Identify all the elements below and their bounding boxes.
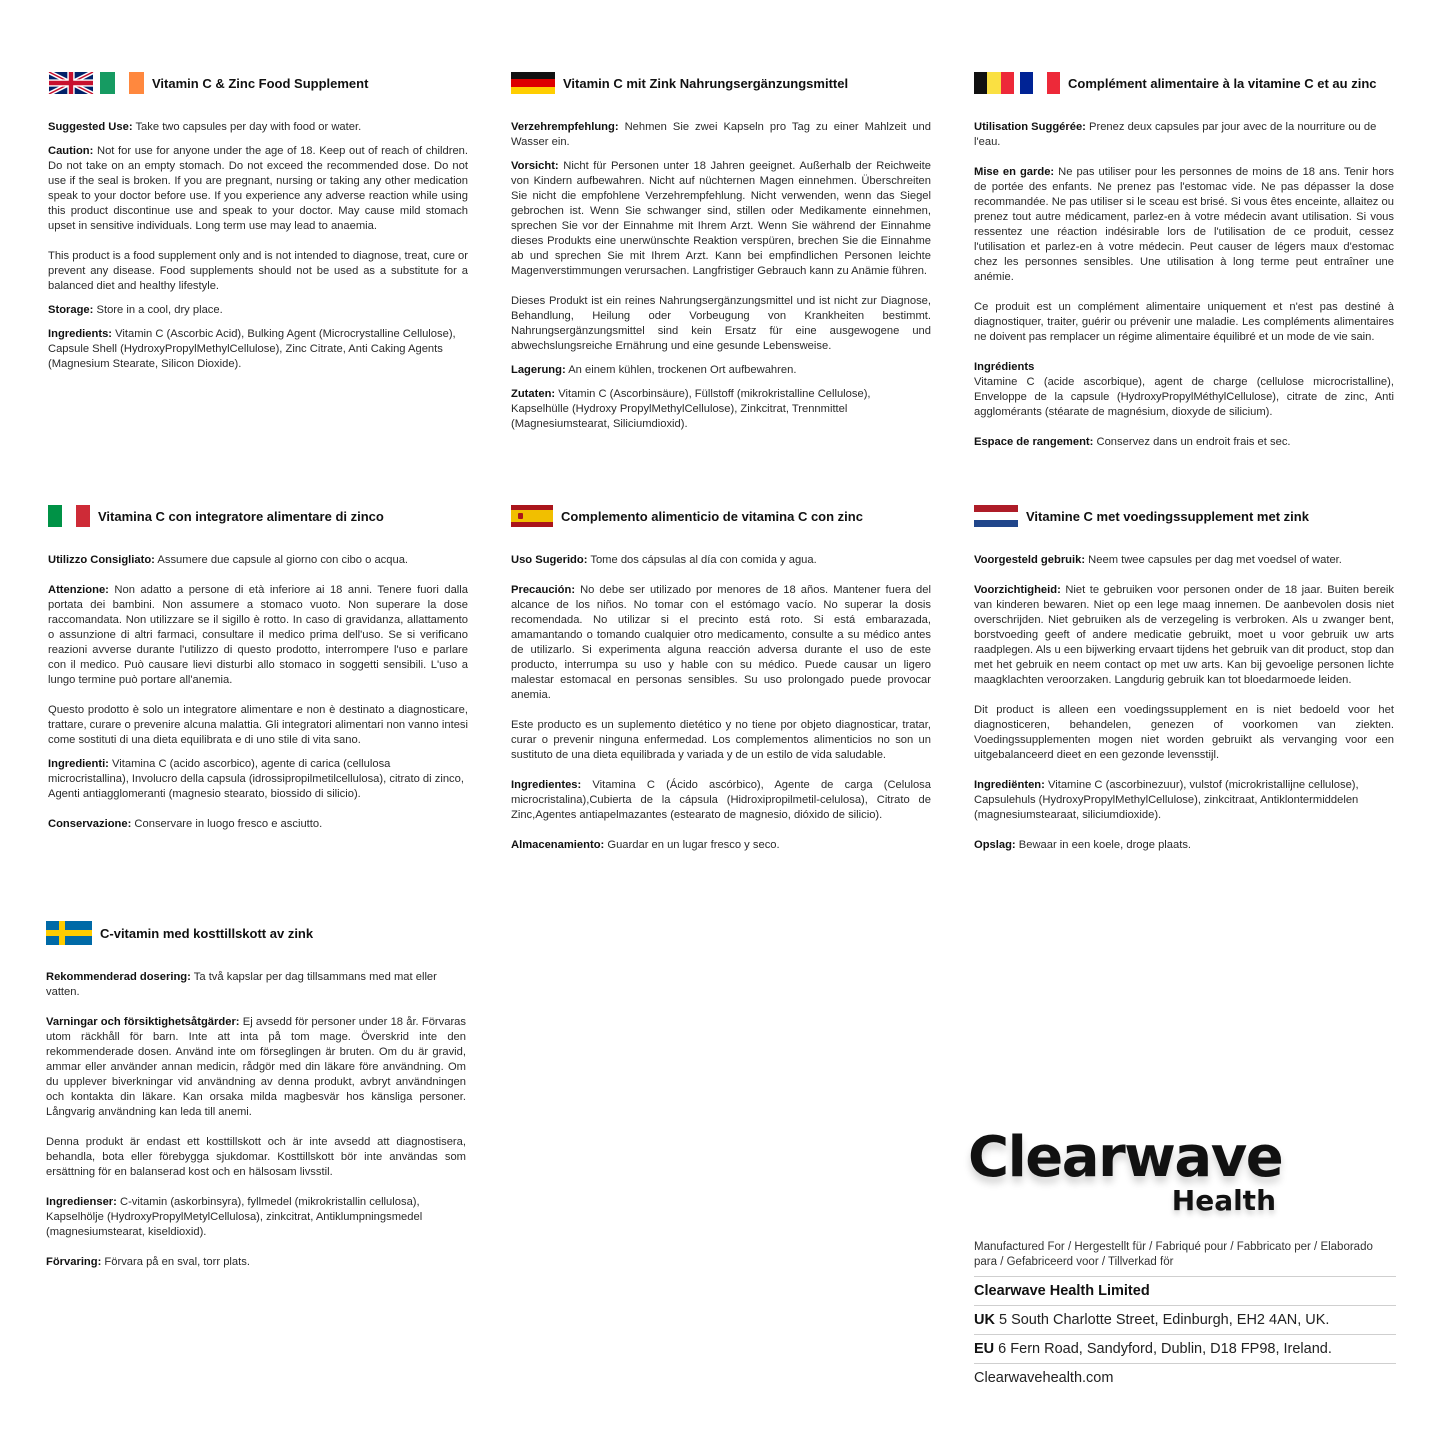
ireland-flag-icon bbox=[100, 72, 144, 94]
belgium-flag-icon bbox=[974, 72, 1014, 94]
section-english bbox=[48, 70, 468, 381]
caution: Voorzichtigheid: Niet te gebruiken voor personen onder de 18 jaar. Buiten bereik van kinderen bewaren. Niet op een lege maag innemen. De aanbevolen dosis niet overschrijden. Niet gebruiken als de verzegeling is verbroken. Als u zwanger bent, borstvoeding geeft of andere medicatie gebruikt, moet u voor gebruik uw arts raadplegen. Als u een bijwerking ervaart tijdens het gebruik van dit product, stop dan met het gebruik en neem contact op met uw arts. Kan bij gevoelige personen lichte maagklachten veroorzaken. Langdurig gebruik kan tot bloedarmoede leiden. bbox=[974, 584, 1394, 686]
disclaimer: This product is a food supplement only and is not intended to diagnose, treat, cure or prevent any disease. Food supplements should not be used as a substitute for a balanced diet and healthy lifestyle. bbox=[48, 250, 468, 292]
section-header bbox=[46, 920, 466, 946]
uk-address: 5 South Charlotte Street, Edinburgh, EH2 4AN, UK. bbox=[994, 1312, 1330, 1328]
suggested-use: Verzehrempfehlung: Nehmen Sie zwei Kapseln pro Tag zu einer Mahlzeit und Wasser ein. bbox=[511, 121, 931, 148]
flag-group bbox=[511, 505, 553, 527]
brand-logo bbox=[968, 1125, 1288, 1217]
suggested-use: Voorgesteld gebruik: Neem twee capsules per dag met voedsel of water. bbox=[974, 554, 1342, 566]
germany-flag-icon bbox=[511, 72, 555, 94]
disclaimer: Dieses Produkt ist ein reines Nahrungsergänzungsmittel und ist nicht zur Diagnose, Behandlung, Heilung oder Vorbeugung von Krankheiten bestimmt. Nahrungsergänzungsmittel sind kein Ersatz für eine ausgewogene und abwechslungsreiche Ernährung und eine gesunde Lebensweise. bbox=[511, 295, 931, 352]
disclaimer: Dit product is alleen een voedingssupplement en is niet bedoeld voor het diagnosticeren, behandelen, genezen of voorkomen van ziekten. Voedingssupplementen mogen niet worden gebruikt als vervanging voor een uitgebalanceerd dieet en een gezonde levensstijl. bbox=[974, 704, 1394, 761]
section-title: Complément alimentaire à la vitamine C et au zinc bbox=[1068, 75, 1377, 91]
section-title: C-vitamin med kosttillskott av zink bbox=[100, 925, 314, 941]
caution: Precaución: No debe ser utilizado por menores de 18 años. Mantener fuera del alcance de los niños. No tomar con el estómago vacío. No superar la dosis recomendada. No utilizar si el precinto está roto. Si está embarazada, amamantando o tomando cualquier otro medicamento, consulte a su médico antes de utilizarlo. Si experimenta alguna reacción adversa durante el uso de este producto, interrumpa su uso y hable con su médico. Puede causar un ligero malestar estomacal en personas sensibles. Su uso prolongado puede provocar anemia. bbox=[511, 584, 931, 701]
spain-flag-icon bbox=[511, 505, 553, 527]
storage: Almacenamiento: Guardar en un lugar fresco y seco. bbox=[511, 839, 780, 851]
storage: Conservazione: Conservare in luogo fresco e asciutto. bbox=[48, 818, 323, 830]
flag-group bbox=[48, 72, 144, 94]
ingredients: Ingredienti: Vitamina C (acido ascorbico), agente di carica (cellulosa microcristallina), Involucro della capsula (idrossipropilmetilcellulosa), citrato di zinco, Agenti antiagglomeranti (magnesio stearato, biossido di silicio). bbox=[48, 758, 464, 800]
sweden-flag-icon bbox=[46, 921, 92, 945]
ingredients: Ingrédients Vitamine C (acide ascorbique), agent de charge (cellulose microcristalline), Enveloppe de la capsule (HydroxyPropylMéthylCellulose), citrate de zinc, Anti agglomérants (stéarate de magnésium, dioxyde de silicium). bbox=[974, 361, 1394, 418]
storage: Lagerung: An einem kühlen, trockenen Ort aufbewahren. bbox=[511, 364, 797, 376]
flag-group bbox=[974, 72, 1060, 94]
ingredients: Zutaten: Vitamin C (Ascorbinsäure), Füllstoff (mikrokristalline Cellulose), Kapselhülle (Hydroxy PropylMethylCellulose), Zinkcitrat, Trennmittel (Magnesiumstearat, Siliciumdioxid). bbox=[511, 388, 871, 430]
section-header bbox=[511, 503, 931, 529]
caution: Varningar och försiktighetsåtgärder: Ej avsedd för personer under 18 år. Förvaras utom räckhåll för barn. Inte att inta på tom mage. Överskrid inte den rekommenderade dosen. Använd inte om förseglingen är bruten. Om du är gravid, ammar eller använder annan medicin, rådgör med din läkare före användning. Om du upplever biverkningar vid användning av denna produkt, avbryt användningen och kontakta din läkare. Kan orsaka milda magbesvär hos känsliga personer. Långvarig användning kan leda till anemi. bbox=[46, 1016, 467, 1118]
ingredients: Ingrediënten: Vitamine C (ascorbinezuur), vulstof (microkristallijne cellulose), Capsulehuls (HydroxyPropylMethylCellulose), zinkcitraat, Antiklontermiddelen (magnesiumstearaat, siliciumdioxide). bbox=[974, 779, 1359, 821]
ingredients: Ingredienser: C-vitamin (askorbinsyra), fyllmedel (mikrokristallin cellulosa), Kapselhölje (HydroxyPropylMetylCellulosa), zinkcitrat, Antiklumpningsmedel (magnesiumstearat, kiseldioxid). bbox=[46, 1196, 423, 1238]
caution: Attenzione: Non adatto a persone di età inferiore ai 18 anni. Tenere fuori dalla portata dei bambini. Non assumere a stomaco vuoto. Non superare la dose raccomandata. Non utilizzare se il sigillo è rotto. In caso di gravidanza, allattamento o assunzione di altri farmaci, consultare il medico prima dell'uso. Se si verificano reazioni avverse durante l'utilizzo di questo prodotto, interrompere l'uso e parlare con il medico. Può causare lievi disturbi allo stomaco in soggetti sensibili. L'uso a lungo termine può portare all'anemia. bbox=[48, 584, 468, 686]
storage: Storage: Store in a cool, dry place. bbox=[48, 304, 223, 316]
section-swedish bbox=[46, 920, 466, 1279]
section-italian bbox=[48, 503, 468, 841]
section-title: Vitamine C met voedingssupplement met zink bbox=[1026, 508, 1309, 524]
eu-address-row bbox=[974, 1334, 1396, 1363]
eu-label: EU bbox=[974, 1341, 995, 1357]
storage: Opslag: Bewaar in een koele, droge plaats. bbox=[974, 839, 1192, 851]
section-header bbox=[974, 503, 1394, 529]
suggested-use: Rekommenderad dosering: Ta två kapslar per dag tillsammans med mat eller vatten. bbox=[46, 971, 437, 998]
flag-group bbox=[511, 72, 555, 94]
section-title: Complemento alimenticio de vitamina C con zinc bbox=[561, 508, 863, 524]
manufactured-for-label: Manufactured For / Hergestellt für / Fabriqué pour / Fabbricato per / Elaborado para / Gefabriceerd voor / Tillverkad för bbox=[974, 1241, 1373, 1268]
storage: Espace de rangement: Conservez dans un endroit frais et sec. bbox=[974, 436, 1291, 448]
flag-group bbox=[974, 505, 1018, 527]
section-spanish bbox=[511, 503, 931, 862]
storage: Förvaring: Förvara på en sval, torr plats. bbox=[46, 1256, 250, 1268]
eu-address: 6 Fern Road, Sandyford, Dublin, D18 FP98, Ireland. bbox=[994, 1341, 1332, 1357]
suggested-use: Uso Sugerido: Tome dos cápsulas al día con comida y agua. bbox=[511, 554, 817, 566]
disclaimer: Denna produkt är endast ett kosttillskott och är inte avsedd att diagnostisera, behandla, bota eller förebygga sjukdomar. Kosttillskott bör inte användas som ersättning för en balanserad kost och en hälsosam livsstil. bbox=[46, 1136, 466, 1178]
suggested-use: Utilizzo Consigliato: Assumere due capsule al giorno con cibo o acqua. bbox=[48, 554, 409, 566]
website-row bbox=[974, 1363, 1396, 1392]
section-dutch bbox=[974, 503, 1394, 862]
disclaimer: Este producto es un suplemento dietético y no tiene por objeto diagnosticar, tratar, curar o prevenir ninguna enfermedad. Los complementos alimenticios no son un sustituto de una dieta equilibrada y variada y de un estilo de vida saludable. bbox=[511, 719, 931, 761]
flag-group bbox=[46, 921, 92, 945]
uk-label: UK bbox=[974, 1312, 995, 1328]
section-french bbox=[974, 70, 1394, 459]
section-title: Vitamina C con integratore alimentare di zinco bbox=[98, 508, 384, 524]
website-link[interactable]: Clearwavehealth.com bbox=[974, 1370, 1114, 1386]
section-header bbox=[974, 70, 1394, 96]
uk-flag-icon bbox=[48, 72, 94, 94]
section-header bbox=[48, 70, 468, 96]
company-name: Clearwave Health Limited bbox=[974, 1283, 1150, 1299]
ingredients: Ingredients: Vitamin C (Ascorbic Acid), Bulking Agent (Microcrystalline Cellulose), Capsule Shell (HydroxyPropylMethylCellulose), Zinc Citrate, Anti Caking Agents (Magnesium Stearate, Silicon Dioxide). bbox=[48, 328, 456, 370]
uk-address-row bbox=[974, 1305, 1396, 1334]
flag-group bbox=[48, 505, 90, 527]
suggested-use: Suggested Use: Take two capsules per day with food or water. bbox=[48, 121, 362, 133]
section-german bbox=[511, 70, 931, 441]
ingredients: Ingredientes: Vitamina C (Ácido ascórbico), Agente de carga (Celulosa microcristalina),Cubierta de la cápsula (Hidroxipropilmetil-celulosa), Citrato de Zinc,Agentes antiapelmazantes (estearato de magnesio, dióxido de silicio). bbox=[511, 779, 931, 821]
caution: Vorsicht: Nicht für Personen unter 18 Jahren geeignet. Außerhalb der Reichweite von Kindern aufbewahren. Nicht auf nüchternen Magen einnehmen. Überschreiten Sie nicht die empfohlene Verzehrempfehlung. Nicht verwenden, wenn das Siegel gebrochen ist. Wenn Sie schwanger sind, stillen oder Medikamente einnehmen, sprechen Sie vor der Einnahme mit Ihrem Arzt. Wenn Sie während der Einnahme dieses Produkts eine unerwünschte Reaktion verspüren, brechen Sie die Einnahme ab und sprechen Sie mit Ihrem Arzt. Kann bei empfindlichen Personen leichte Magenverstimmungen verursachen. Langfristiger Gebrauch kann zu Anämie führen. bbox=[511, 160, 931, 277]
section-title: Vitamin C mit Zink Nahrungsergänzungsmittel bbox=[563, 75, 849, 91]
manufacturer-info bbox=[974, 1240, 1396, 1392]
company-row bbox=[974, 1276, 1396, 1305]
section-title: Vitamin C & Zinc Food Supplement bbox=[152, 75, 369, 91]
france-flag-icon bbox=[1020, 72, 1060, 94]
brand-subtitle: Health bbox=[1171, 1184, 1276, 1217]
disclaimer: Questo prodotto è solo un integratore alimentare e non è destinato a diagnosticare, trattare, curare o prevenire alcuna malattia. Gli integratori alimentari non vanno intesi come sostituti di una dieta equilibrata e di uno stile di vita sano. bbox=[48, 704, 468, 746]
caution: Caution: Not for use for anyone under the age of 18. Keep out of reach of children. Do not take on an empty stomach. Do not exceed the recommended dose. Do not use if the seal is broken. If you are pregnant, nursing or taking any other medication speak to your doctor before use. If you experience any adverse reaction while using this product discontinue use and speak to your doctor. May cause mild stomach upset in sensitive individuals. Long term use may lead to anaemia. bbox=[48, 145, 468, 232]
brand-name: Clearwave bbox=[968, 1125, 1283, 1190]
section-header bbox=[48, 503, 468, 529]
section-header bbox=[511, 70, 931, 96]
netherlands-flag-icon bbox=[974, 505, 1018, 527]
caution: Mise en garde: Ne pas utiliser pour les personnes de moins de 18 ans. Tenir hors de portée des enfants. Ne prenez pas l'estomac vide. Ne pas dépasser la dose recommandée. Ne pas utiliser si le sceau est brisé. Si vous êtes enceinte, allaitez ou prenez tout autre médicament, parlez-en à votre médecin avant utilisation. Si vous ressentez une réaction indésirable lors de l'utilisation de ce produit, cessez l'utilisation et parlez-en à votre médecin. Peut causer de légers maux d'estomac chez les personnes sensibles. Une utilisation à long terme peut entraîner une anémie. bbox=[974, 166, 1394, 283]
disclaimer: Ce produit est un complément alimentaire uniquement et n'est pas destiné à diagnostiquer, traiter, guérir ou prévenir une maladie. Les compléments alimentaires ne doivent pas remplacer un régime alimentaire équilibré et un mode de vie sain. bbox=[974, 301, 1394, 343]
suggested-use: Utilisation Suggérée: Prenez deux capsules par jour avec de la nourriture ou de l'eau. bbox=[974, 121, 1377, 148]
italy-flag-icon bbox=[48, 505, 90, 527]
